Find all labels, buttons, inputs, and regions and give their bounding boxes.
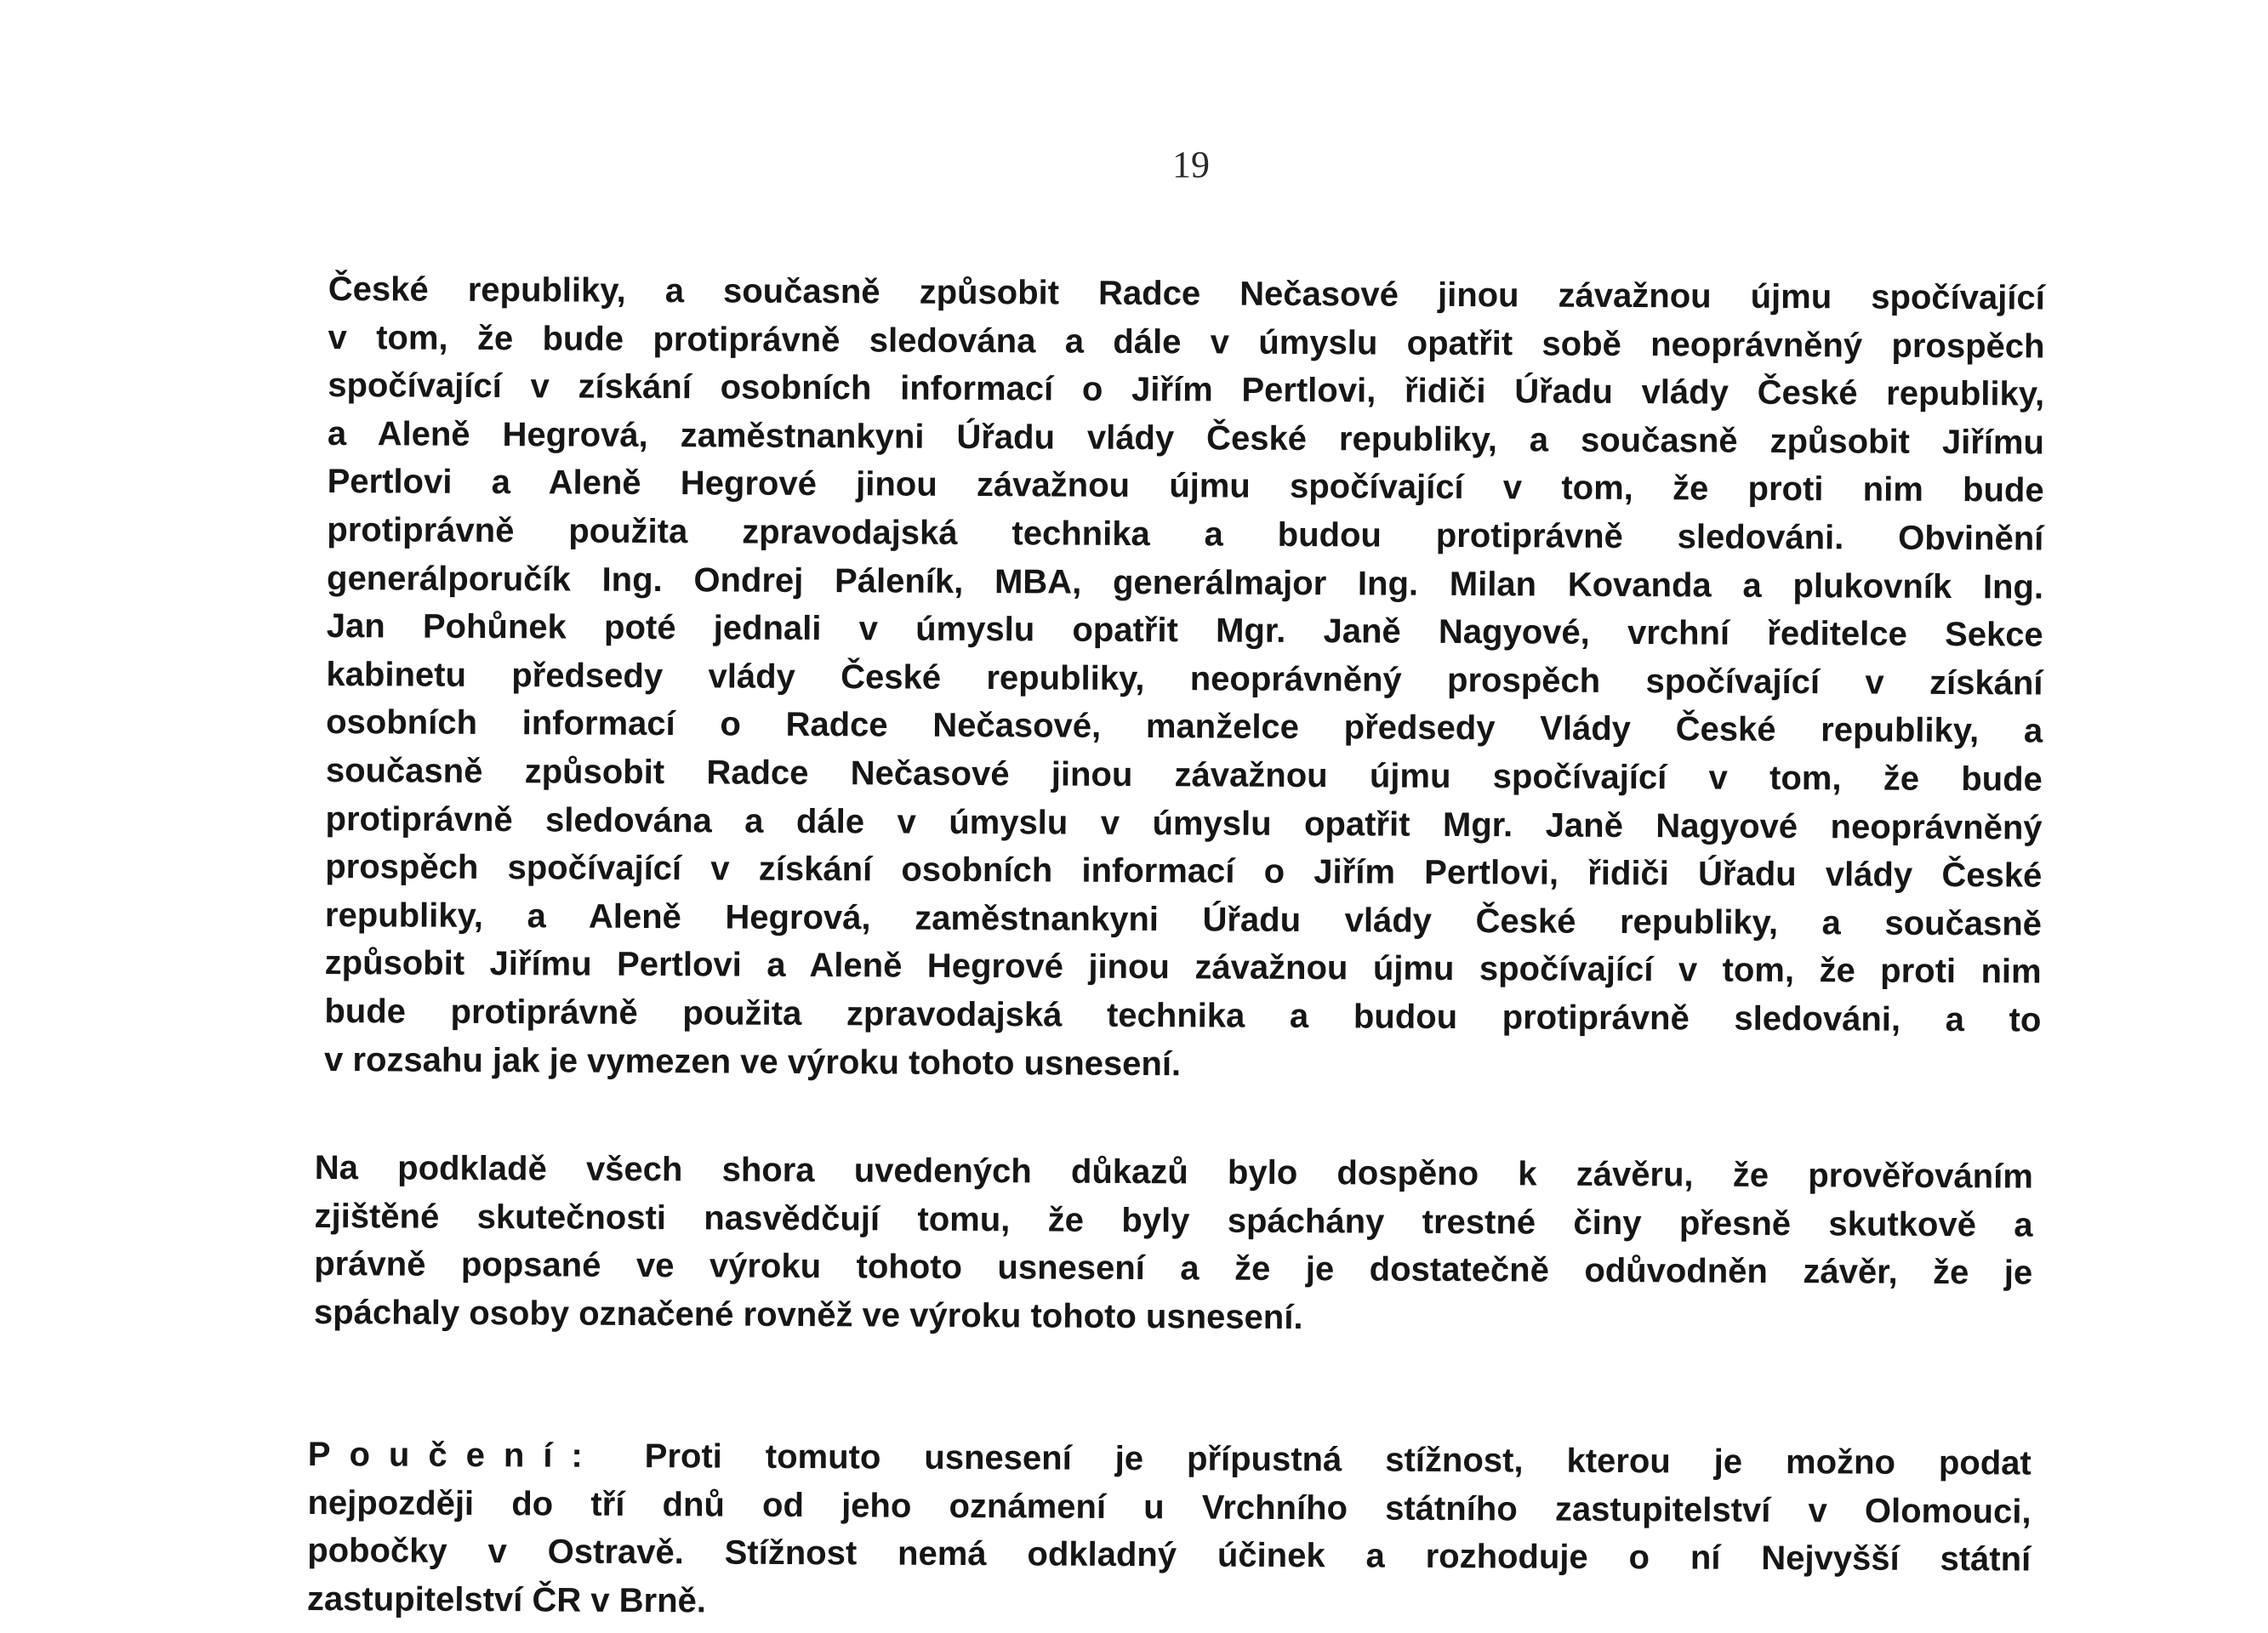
text-line: způsobit Jiřímu Pertlovi a Aleně Hegrové jinou závažnou újmu spočívající v tom, že proti nim: [324, 944, 2042, 991]
text-line: bude protiprávně použita zpravodajská technika a budou protiprávně sledováni, a to: [324, 992, 2042, 1039]
instruction-label: Poučení:: [307, 1435, 601, 1475]
text-line: republiky, a Aleně Hegrová, zaměstnankyni Úřadu vlády České republiky, a současně: [324, 896, 2043, 943]
text-line: osobních informací o Radce Nečasové, manželce předsedy Vlády České republiky, a: [326, 703, 2043, 750]
page-number: 19: [1172, 144, 1210, 185]
text-line: Pertlovi a Aleně Hegrové jinou závažnou újmu spočívající v tom, že proti nim bude: [327, 463, 2044, 509]
text-line: zastupitelství ČR v Brně.: [306, 1579, 707, 1620]
text-line: generálporučík Ing. Ondrej Páleník, MBA, generálmajor Ing. Milan Kovanda a plukovník Ing.: [326, 559, 2044, 606]
text-line: v rozsahu jak je vymezen ve výroku tohoto usnesení.: [323, 1040, 1182, 1083]
text-line: Na podkladě všech shora uvedených důkazů bylo dospěno k závěru, že prověřováním: [314, 1148, 2033, 1196]
text-line: prospěch spočívající v získání osobních informací o Jiřím Pertlovi, řidiči Úřadu vlády České: [325, 848, 2043, 895]
text-line: protiprávně použita zpravodajská technika a budou protiprávně sledováni. Obvinění: [327, 510, 2044, 558]
text-line: v tom, že bude protiprávně sledována a dále v úmyslu opatřit sobě neoprávněný prospěch: [328, 318, 2045, 366]
body-paragraph-2: [314, 1144, 2033, 1346]
text-line: a Aleně Hegrová, zaměstnankyni Úřadu vlády České republiky, a současně způsobit Jiřímu: [327, 414, 2045, 462]
text-line: spočívající v získání osobních informací o Jiřím Pertlovi, řidiči Úřadu vlády České republiky,: [328, 367, 2045, 413]
text-line: Jan Pohůnek poté jednali v úmyslu opatřit Mgr. Janě Nagyové, vrchní ředitelce Sekce: [326, 607, 2043, 654]
text-line: právně popsané ve výroku tohoto usnesení a že je dostatečně odůvodněn závěr, že je: [314, 1245, 2033, 1292]
instruction-paragraph: [307, 1431, 2032, 1632]
text-line: [308, 1431, 2032, 1488]
instruction-first-line-text: Proti tomuto usnesení je přípustná stížnost, kterou je možno podat: [644, 1437, 2032, 1482]
text-line: nejpozději do tří dnů od jeho oznámení u Vrchního státního zastupitelství v Olomouci,: [307, 1483, 2032, 1531]
text-line: zjištěné skutečnosti nasvědčují tomu, že byly spáchány trestné činy přesně skutkově a: [314, 1197, 2033, 1244]
text-line: protiprávně sledována a dále v úmyslu v úmyslu opatřit Mgr. Janě Nagyové neoprávněný: [325, 799, 2043, 847]
body-paragraph-1: [324, 265, 2045, 1093]
text-line: České republiky, a současně způsobit Radce Nečasové jinou závažnou újmu spočívající: [328, 270, 2045, 317]
text-line: současně způsobit Radce Nečasové jinou závažnou újmu spočívající v tom, že bude: [325, 751, 2043, 799]
text-line: pobočky v Ostravě. Stížnost nemá odkladný účinek a rozhoduje o ní Nejvyšší státní: [307, 1532, 2032, 1579]
text-line: kabinetu předsedy vlády České republiky, neoprávněný prospěch spočívající v získání: [326, 655, 2043, 703]
text-line: spáchaly osoby označené rovněž ve výroku tohoto usnesení.: [313, 1293, 1303, 1336]
